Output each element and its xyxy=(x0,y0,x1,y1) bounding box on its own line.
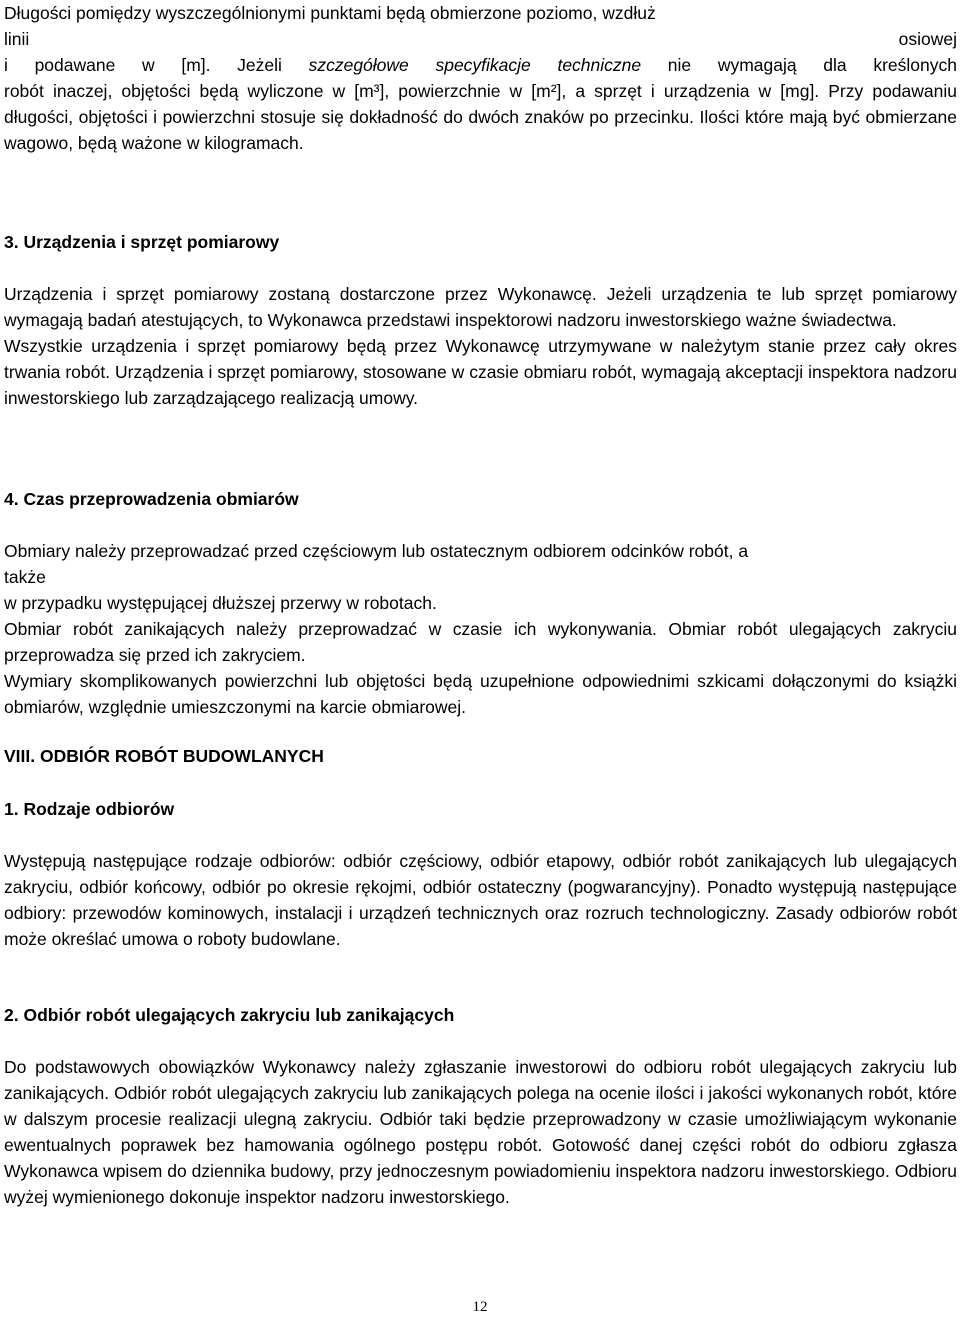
section-3-heading: 3. Urządzenia i sprzęt pomiarowy xyxy=(4,232,280,252)
intro-line-3-italic: szczegółowe specyfikacje techniczne xyxy=(308,55,642,75)
page-number: 12 xyxy=(472,1299,488,1315)
intro-line-2-right: osiowej xyxy=(898,29,957,49)
intro-line-3 xyxy=(4,52,957,78)
subsection-1-paragraph: Występują następujące rodzaje odbiorów: odbiór częściowy, odbiór etapowy, odbiór robót zanikających lub ulegających zakryciu, odbiór końcowy, odbiór po okresie rękojmi, odbiór ostateczny (pogwarancyjny). Ponadto występują następujące odbiory: przewodów kominowych, instalacji i urządzeń technicznych oraz rozruch technologiczny. Zasady odbiorów robót może określać umowa o roboty budowlane. xyxy=(4,851,957,949)
subsection-2-paragraph: Do podstawowych obowiązków Wykonawcy należy zgłaszanie inwestorowi do odbioru robót ulegających zakryciu lub zanikających. Odbiór robót ulegających zakryciu lub zanikających polega na ocenie ilości i jakości wykonanych robót, które w dalszym procesie realizacji ulegną zakryciu. Odbiór taki będzie przeprowadzony w czasie umożliwiającym wykonanie ewentualnych poprawek bez hamowania ogólnego postępu robót. Gotowość danej części robót do odbioru zgłasza Wykonawca wpisem do dziennika budowy, przy jednoczesnym powiadomieniu inspektora nadzoru inwestorskiego. Odbioru wyżej wymienionego dokonuje inspektor nadzoru inwestorskiego. xyxy=(4,1057,957,1207)
section-4-line-2: także xyxy=(4,567,46,587)
intro-paragraph xyxy=(4,0,957,156)
section-4-body xyxy=(4,538,957,720)
section-3-body xyxy=(4,281,957,411)
section-3-paragraph-1: Urządzenia i sprzęt pomiarowy zostaną dostarczone przez Wykonawcę. Jeżeli urządzenia te lub sprzęt pomiarowy wymagają badań atestujących, to Wykonawca przedstawi inspektorowi nadzoru inwestorskiego ważne świadectwa. xyxy=(4,284,957,330)
section-4-paragraph-3: Wymiary skomplikowanych powierzchni lub objętości będą uzupełnione odpowiednimi szkicami dołączonymi do książki obmiarów, względnie umieszczonymi na karcie obmiarowej. xyxy=(4,671,957,717)
intro-line-2-left: linii xyxy=(4,29,30,49)
section-4-paragraph-2: Obmiar robót zanikających należy przeprowadzać w czasie ich wykonywania. Obmiar robót ulegających zakryciu przeprowadza się przed ich zakryciem. xyxy=(4,619,957,665)
intro-line-3-a: i podawane w [m]. Jeżeli xyxy=(4,55,309,75)
intro-line-2 xyxy=(4,26,957,52)
section-4-line-1: Obmiary należy przeprowadzać przed częściowym lub ostatecznym odbiorem odcinków robót, a xyxy=(4,541,749,561)
subsection-1-heading: 1. Rodzaje odbiorów xyxy=(4,799,175,819)
subsection-2-heading: 2. Odbiór robót ulegających zakryciu lub zanikających xyxy=(4,1005,455,1025)
intro-line-1: Długości pomiędzy wyszczególnionymi punktami będą obmierzone poziomo, wzdłuż xyxy=(4,3,656,23)
chapter-8-heading: VIII. ODBIÓR ROBÓT BUDOWLANYCH xyxy=(4,746,324,766)
section-4-heading: 4. Czas przeprowadzenia obmiarów xyxy=(4,489,299,509)
section-3-paragraph-2: Wszystkie urządzenia i sprzęt pomiarowy będą przez Wykonawcę utrzymywane w należytym stanie przez cały okres trwania robót. Urządzenia i sprzęt pomiarowy, stosowane w czasie obmiaru robót, wymagają akceptacji inspektora nadzoru inwestorskiego lub zarządzającego realizacją umowy. xyxy=(4,336,957,408)
intro-rest: robót inaczej, objętości będą wyliczone w [m³], powierzchnie w [m²], a sprzęt i urządzenia w [mg]. Przy podawaniu długości, objętości i powierzchni stosuje się dokładność do dwóch znaków po przecinku. Ilości które mają być obmierzane wagowo, będą ważone w kilogramach. xyxy=(4,81,957,153)
intro-line-3-b: nie wymagają dla kreślonych xyxy=(641,55,957,75)
section-4-line-3: w przypadku występującej dłuższej przerwy w robotach. xyxy=(4,593,437,613)
